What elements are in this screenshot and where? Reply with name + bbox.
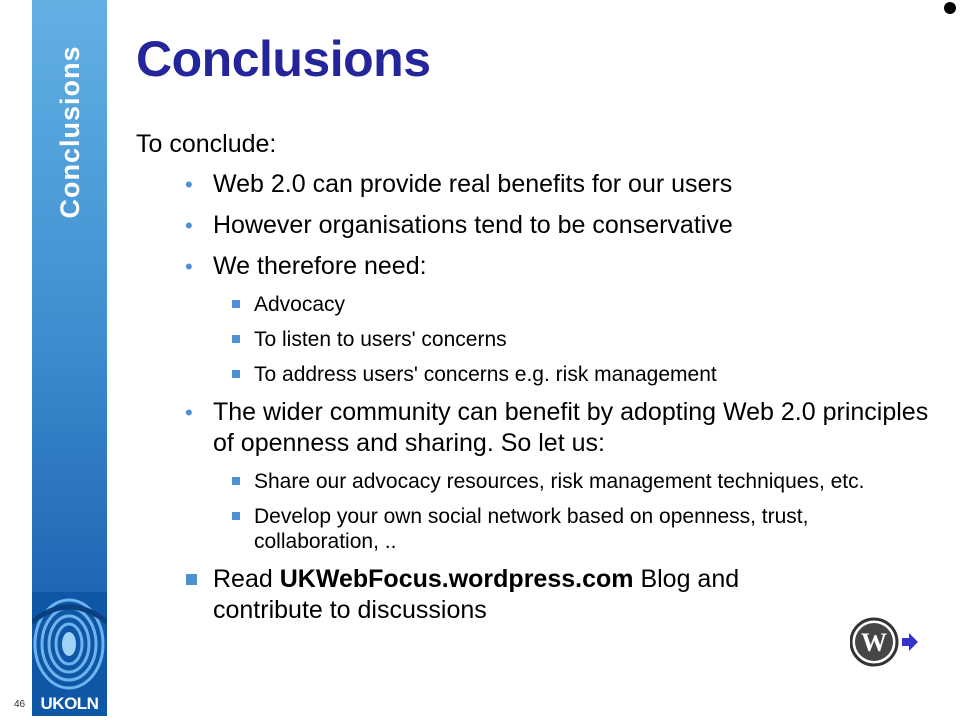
- ukoln-logo: [32, 592, 107, 716]
- intro-text: To conclude:: [136, 130, 277, 158]
- slide-title: Conclusions: [136, 31, 431, 87]
- sub-bullet-item: Develop your own social network based on openness, trust, collaboration, ..: [136, 504, 936, 554]
- right-arrow-icon: [902, 633, 918, 651]
- square-bullet-icon: [232, 477, 240, 485]
- square-bullet-icon: [232, 300, 240, 308]
- sub-bullet-item: To listen to users' concerns: [136, 327, 936, 352]
- bullet-item: • However organisations tend to be conservative: [185, 211, 733, 239]
- sub-bullet-item: Advocacy: [136, 292, 936, 317]
- read-blog-item: Read UKWebFocus.wordpress.com Blog and contribute to discussions: [136, 564, 773, 626]
- blog-link[interactable]: UKWebFocus.wordpress.com: [279, 565, 634, 593]
- bullet-dot-icon: •: [185, 400, 193, 425]
- square-bullet-icon: [232, 370, 240, 378]
- logo-text: UKOLN: [40, 694, 99, 713]
- wordpress-logo-icon[interactable]: [850, 617, 920, 672]
- square-bullet-icon: [186, 574, 197, 585]
- bullet-dot-icon: •: [185, 172, 193, 197]
- square-bullet-icon: [232, 512, 240, 520]
- slide-content: [136, 130, 936, 626]
- bullet-item: • Web 2.0 can provide real benefits for our users: [185, 170, 733, 198]
- corner-dot: [944, 2, 956, 14]
- bullet-dot-icon: •: [185, 213, 193, 238]
- slide-number: 46: [14, 699, 26, 710]
- sub-bullet-item: To address users' concerns e.g. risk management: [136, 362, 936, 387]
- square-bullet-icon: [232, 335, 240, 343]
- bullet-item: • We therefore need:: [185, 252, 427, 280]
- svg-text:W: W: [861, 628, 887, 657]
- bullet-dot-icon: •: [185, 254, 193, 279]
- sub-bullet-item: Share our advocacy resources, risk management techniques, etc.: [136, 469, 936, 494]
- bullet-item: • The wider community can benefit by adopting Web 2.0 principles of openness and sharing. So let us:: [185, 398, 929, 457]
- sidebar-label: Conclusions: [55, 45, 85, 219]
